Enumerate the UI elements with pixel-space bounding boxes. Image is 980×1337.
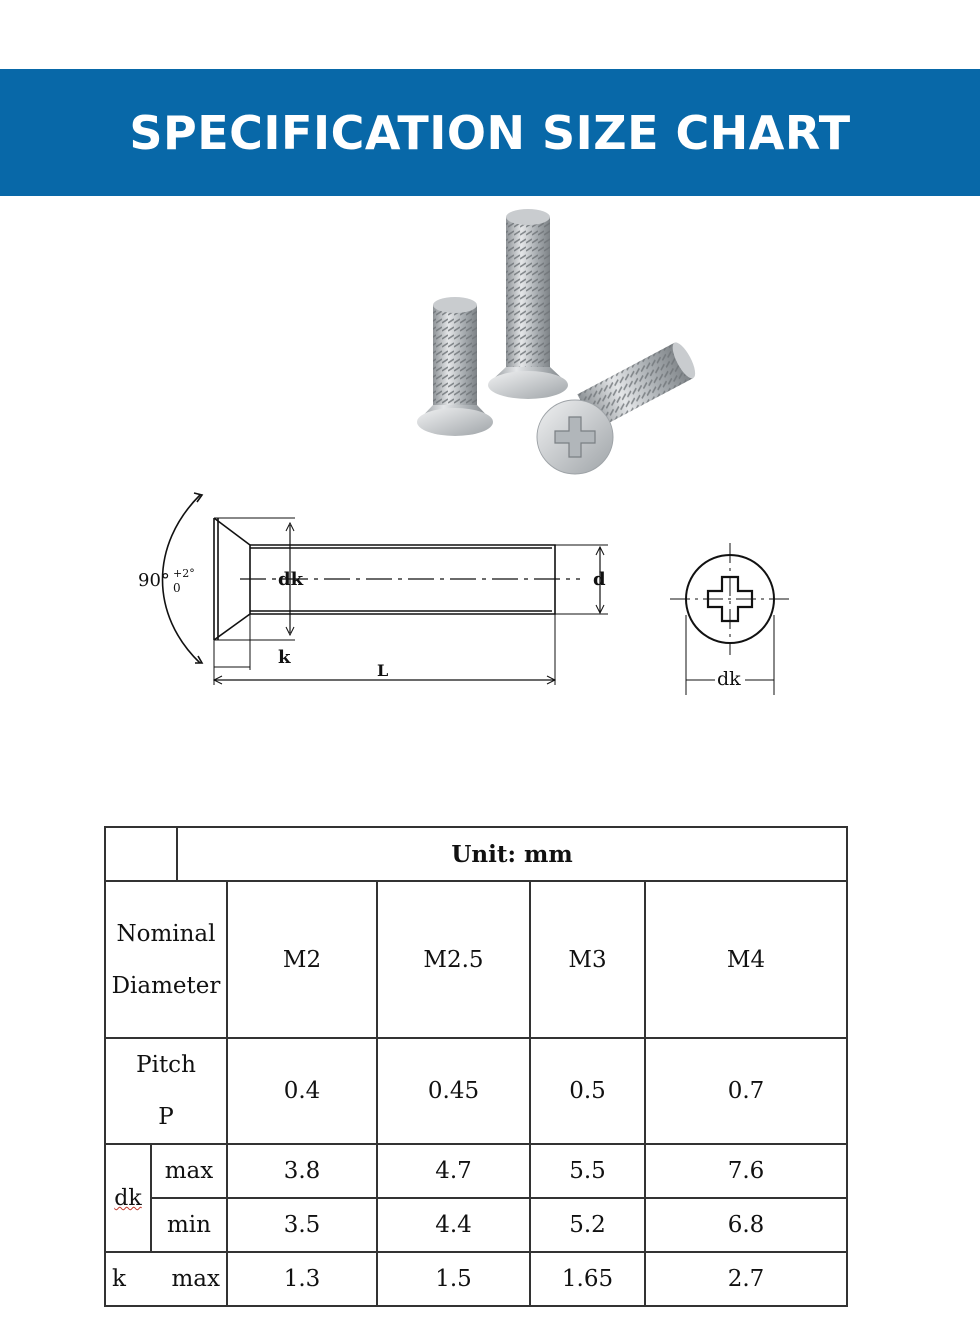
short-screw	[417, 297, 493, 436]
dk-min-cell: 5.2	[530, 1198, 645, 1252]
dk-max-label: max	[151, 1144, 227, 1198]
dk-min-cell: 6.8	[645, 1198, 847, 1252]
pitch-cell: 0.7	[645, 1038, 847, 1144]
dk-dimension-label: dk	[278, 569, 304, 590]
k-max-cell: 1.5	[377, 1252, 530, 1306]
pitch-row	[105, 1038, 847, 1144]
k-max-label: max	[171, 1266, 220, 1292]
k-max-cell: 1.3	[227, 1252, 377, 1306]
size-cell: M3	[530, 881, 645, 1038]
l-dimension-label: L	[377, 661, 389, 680]
dk-min-row	[105, 1198, 847, 1252]
long-screw	[488, 209, 568, 399]
size-cell: M2.5	[377, 881, 530, 1038]
k-max-cell: 1.65	[530, 1252, 645, 1306]
unit-row	[105, 827, 847, 881]
angle-tolerance-lower: 0	[173, 581, 181, 595]
nominal-diameter-label: Nominal Diameter	[105, 881, 227, 1038]
pitch-cell: 0.45	[377, 1038, 530, 1144]
pitch-label: Pitch P	[105, 1038, 227, 1144]
screws-photo	[400, 205, 710, 485]
blank-corner-cell	[105, 827, 177, 881]
dk-max-cell: 3.8	[227, 1144, 377, 1198]
dk-min-label: min	[151, 1198, 227, 1252]
dk-label: dk	[105, 1144, 151, 1252]
dk-max-cell: 4.7	[377, 1144, 530, 1198]
pitch-cell: 0.4	[227, 1038, 377, 1144]
k-max-label-cell	[105, 1252, 227, 1306]
angle-label: 90°	[138, 570, 170, 591]
d-dimension-label: d	[593, 569, 606, 590]
size-cell: M2	[227, 881, 377, 1038]
spec-table	[104, 826, 848, 1307]
k-max-cell: 2.7	[645, 1252, 847, 1306]
dk-min-cell: 3.5	[227, 1198, 377, 1252]
dk-max-cell: 7.6	[645, 1144, 847, 1198]
header-banner	[0, 69, 980, 196]
angle-tolerance-upper: +2°	[173, 567, 195, 580]
page-title: SPECIFICATION SIZE CHART	[129, 105, 851, 160]
phillips-head	[537, 400, 613, 474]
k-max-row	[105, 1252, 847, 1306]
size-cell: M4	[645, 881, 847, 1038]
k-dimension-label: k	[278, 647, 291, 668]
unit-cell: Unit: mm	[177, 827, 847, 881]
technical-drawing	[130, 485, 810, 700]
k-label: k	[112, 1266, 126, 1292]
pitch-cell: 0.5	[530, 1038, 645, 1144]
dk-min-cell: 4.4	[377, 1198, 530, 1252]
end-view-dk-label: dk	[717, 668, 741, 690]
nominal-diameter-row	[105, 881, 847, 1038]
dk-max-row	[105, 1144, 847, 1198]
dk-max-cell: 5.5	[530, 1144, 645, 1198]
